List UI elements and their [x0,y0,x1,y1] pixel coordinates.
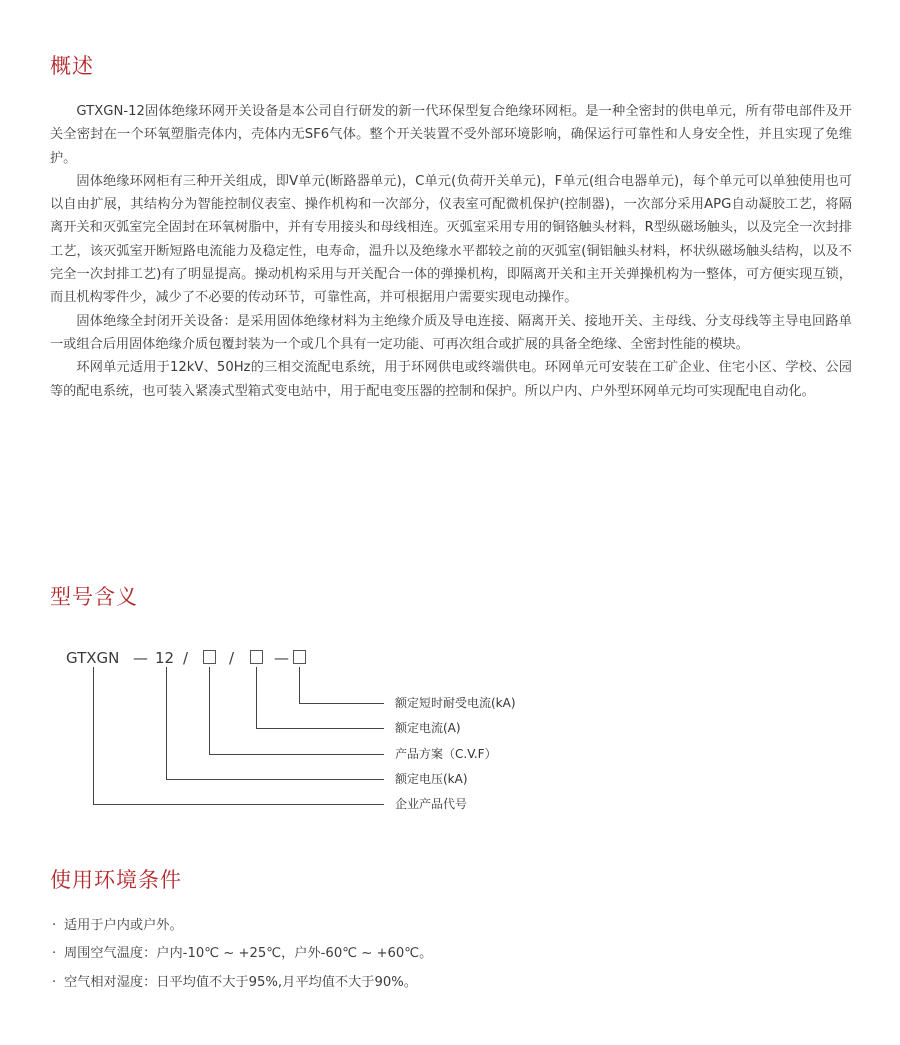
leader-line-current [257,667,385,729]
model-slash: / [229,649,235,667]
overview-title: 概述 [50,54,94,78]
conditions-title: 使用环境条件 [50,868,182,892]
conditions-list [52,912,432,997]
leader-line-scheme [210,667,385,755]
overview-paragraph: 环网单元适用于12kV、50Hz的三相交流配电系统，用于环网供电或终端供电。环网单元可安装在工矿企业、住宅小区、学校、公园等的配电系统，也可装入紧凑式型箱式变电站中，用于配电变压器的控制和保护。所以户内、户外型环网单元均可实现配电自动化。 [50,360,852,399]
placeholder-box-withstand [294,651,306,664]
list-item [52,912,432,940]
model-separator: — [133,649,148,667]
label-product-scheme: 产品方案（C.V.F） [395,747,497,761]
placeholder-box-current [251,651,263,664]
leader-line-withstand [300,667,385,704]
list-item [52,969,432,997]
model-code: GTXGN [66,649,120,667]
bullet: · [52,918,57,933]
leader-line-code [94,667,385,805]
list-item [52,940,432,968]
overview-paragraph: 固体绝缘环网柜有三种开关组成，即V单元(断路器单元)，C单元(负荷开关单元)，F单元(组合电器单元)，每个单元可以单独使用也可以自由扩展，其结构分为智能控制仪表室、操作机构和一次部分，仪表室可配微机保护(控制器)，一次部分采用APG自动凝胶工艺，将隔离开关和灭弧室完全固封在环氧树脂中，并有专用接头和母线相连。灭弧室采用专用的铜铬触头材料，R型纵磁场触头，以及完全一次封排工艺，该灭弧室开断短路电流能力及稳定性，电寿命，温升以及绝缘水平都较之前的灭弧室(铜铝触头材料，杯状纵磁场触头结构，以及不完全一次封排工艺)有了明显提高。操动机构采用与开关配合一体的弹操机构，即隔离开关和主开关弹操机构为一整体，可方便实现互锁，而且机构零件少，减少了不必要的传动环节，可靠性高，并可根据用户需要实现电动操作。 [50,173,852,306]
overview-paragraph: GTXGN-12固体绝缘环网开关设备是本公司自行研发的新一代环保型复合绝缘环网柜。是一种全密封的供电单元，所有带电部件及开关全密封在一个环氧塑脂壳体内，壳体内无SF6气体。整个开关装置不受外部环境影响，确保运行可靠性和人身安全性，并且实现了免维护。 [50,104,852,166]
label-rated-current: 额定电流(A) [395,721,461,735]
model-slash: / [183,649,189,667]
overview-paragraph: 固体绝缘全封闭开关设备：是采用固体绝缘材料为主绝缘介质及导电连接、隔离开关、接地开关、主母线、分支母线等主导电回路单一或组合后用固体绝缘介质包覆封装为一个或几个具有一定功能、可再次组合或扩展的具备全绝缘、全密封性能的模块。 [50,313,852,352]
condition-text: 周围空气温度：户内-10℃ ~ +25℃，户外-60℃ ~ +60℃。 [64,946,433,962]
bullet: · [52,974,57,990]
leader-line-voltage [167,667,385,780]
label-rated-voltage: 额定电压(kA) [395,772,468,786]
condition-text: 适用于户内或户外。 [64,918,183,933]
bullet: · [52,946,57,962]
placeholder-box-scheme [204,651,216,664]
condition-text: 空气相对湿度：日平均值不大于95%,月平均值不大于90%。 [64,974,417,990]
label-withstand-current: 额定短时耐受电流(kA) [395,696,516,710]
model-title: 型号含义 [50,585,138,609]
model-voltage: 12 [155,649,175,667]
label-product-code: 企业产品代号 [395,797,468,811]
model-separator: — [274,649,289,667]
